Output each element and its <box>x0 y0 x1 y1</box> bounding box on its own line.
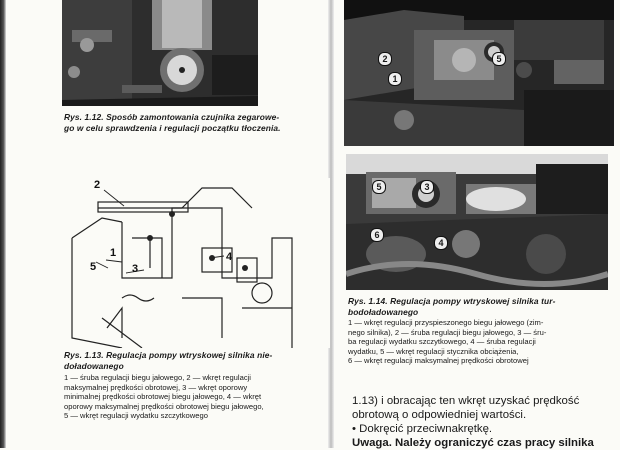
figure-1-12-photo <box>62 0 258 106</box>
left-page <box>6 0 332 448</box>
caption-line: Rys. 1.12. Sposób zamontowania czujnika zegarowe- <box>64 112 280 122</box>
callout-1: 1 <box>110 247 117 259</box>
figure-1-12-caption <box>64 112 326 133</box>
figure-top-right-photo <box>344 0 614 146</box>
callout-6: 6 <box>370 228 384 242</box>
legend-line: 1 — śruba regulacji biegu jałowego, 2 — wkręt regulacji <box>64 373 251 382</box>
callout-3: 3 <box>132 263 139 275</box>
callout-4: 4 <box>434 236 448 250</box>
caption-line: Rys. 1.13. Regulacja pompy wtryskowej silnika nie- <box>64 350 273 360</box>
callout-5: 5 <box>90 261 97 273</box>
callout-4: 4 <box>226 251 233 263</box>
callout-1: 1 <box>388 72 402 86</box>
caption-line: bodoładowanego <box>348 306 419 317</box>
figure-1-14-photo <box>346 154 608 290</box>
legend-line: maksymalnej prędkości obrotowej, 3 — wkręt oporowy <box>64 382 248 392</box>
caption-line: doładowanego <box>64 360 124 371</box>
legend-line: oporowy maksymalnej prędkości obrotowej biegu jałowego, <box>64 401 264 411</box>
figure-1-13-legend <box>64 373 332 421</box>
legend-line: minimalnej prędkości obrotowej biegu jałowego, 4 — wkręt <box>64 392 262 402</box>
figure-1-13-caption <box>64 350 332 371</box>
legend-line: 1 — wkręt regulacji przyspieszonego biegu jałowego (zim- <box>348 318 544 327</box>
caption-line: Rys. 1.14. Regulacja pompy wtryskowej silnika tur- <box>348 296 556 306</box>
figure-1-13-drawing <box>62 178 330 348</box>
right-page <box>334 0 620 448</box>
callout-3: 3 <box>420 180 434 194</box>
callout-2: 2 <box>94 179 101 191</box>
body-text <box>352 394 616 450</box>
body-line: 1.13) i obracając ten wkręt uzyskać prędkość <box>352 395 580 407</box>
legend-line: 5 — wkręt regulacji wydatku szczytkowego <box>64 411 208 421</box>
legend-line: wydatku, 5 — wkręt regulacji stycznika obciążenia, <box>348 346 519 356</box>
caption-line: go w celu sprawdzenia i regulacji początku tłoczenia. <box>64 122 281 133</box>
figure-1-14-legend <box>348 318 618 366</box>
figure-1-14-caption <box>348 296 618 317</box>
callout-5: 5 <box>372 180 386 194</box>
legend-line: ba regulacji wydatku szczytkowego, 4 — śruba regulacji <box>348 337 536 347</box>
body-line: obrotową o odpowiedniej wartości. <box>352 409 527 421</box>
callout-5: 5 <box>492 52 506 66</box>
callout-2: 2 <box>378 52 392 66</box>
legend-line: 6 — wkręt regulacji maksymalnej prędkości obrotowej <box>348 356 529 366</box>
body-line: • Dokręcić przeciwnakrętkę. <box>352 423 493 435</box>
body-line: Uwaga. Należy ograniczyć czas pracy silnika <box>352 437 594 449</box>
legend-line: nego silnika), 2 — śruba regulacji biegu jałowego, 3 — śru- <box>348 327 547 337</box>
